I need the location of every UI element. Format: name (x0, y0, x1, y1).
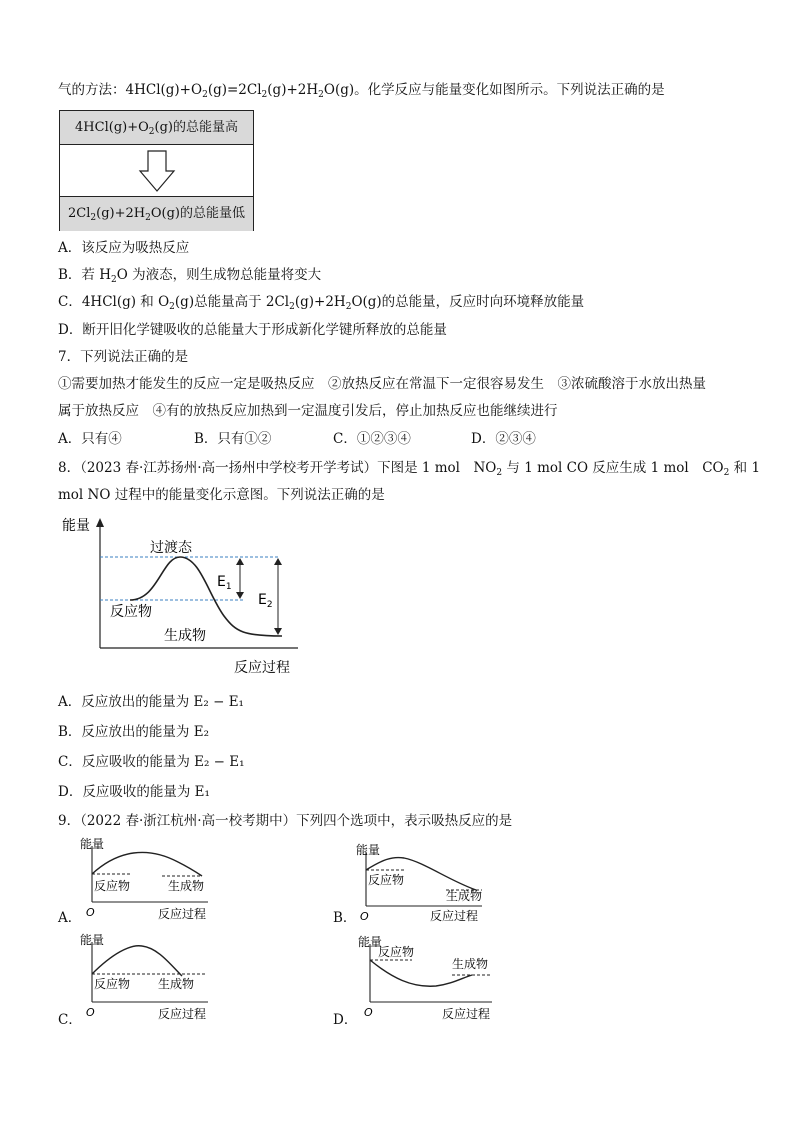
q9-figure-c (78, 930, 218, 1020)
e2-arrow-down-icon (274, 628, 282, 635)
q8-option-b: B．反应放出的能量为 E₂ (58, 724, 209, 740)
q9-figure-b (352, 840, 492, 924)
product-label: 生成物 (164, 628, 206, 644)
reactant-label: 反应物 (110, 604, 152, 620)
q7-option-d: D．②③④ (471, 431, 536, 447)
e1-arrow-up-icon (236, 558, 244, 565)
x-axis-label: 反应过程 (234, 660, 290, 676)
q9-option-b-letter: B． (333, 910, 357, 926)
y-axis-label: 能量 (80, 933, 105, 947)
q9-stem: 9．（2022 春·浙江杭州·高一校考期中）下列四个选项中，表示吸热反应的是 (58, 813, 513, 829)
energy-level-box-diagram (59, 110, 254, 231)
e2-arrow-up-icon (274, 558, 282, 565)
q6-option-c: C．4HCl(g) 和 $O_2(g)$总能量高于 $2Cl_2(g)+2H_2O(g)$的总能量，反应时向环境释放能量 (58, 294, 585, 312)
e2-label: $E_2$ (258, 592, 273, 610)
q7-option-b: B．只有①② (194, 431, 272, 447)
x-axis-label: 反应过程 (430, 909, 479, 923)
q9-figure-a (78, 836, 218, 924)
origin-label: O (364, 1006, 373, 1019)
reactant-label: 反应物 (94, 977, 131, 991)
y-axis-arrow-icon (96, 518, 104, 527)
q8-option-d: D．反应吸收的能量为 E₁ (58, 784, 210, 800)
x-axis-label: 反应过程 (442, 1007, 491, 1020)
q9-figure-d (352, 930, 502, 1020)
reactant-label: 反应物 (368, 873, 405, 887)
low-energy-label: $2Cl_2(g)+2H_2O(g)$的总能量低 (60, 196, 253, 231)
product-label: 生成物 (452, 957, 489, 971)
q7-option-c: C．①②③④ (333, 431, 411, 447)
q9-option-a-letter: A． (58, 910, 82, 926)
q9-option-c-letter: C． (58, 1012, 82, 1028)
down-arrow-icon (60, 145, 253, 196)
q8-option-a: A．反应放出的能量为 E₂ − E₁ (58, 694, 244, 710)
q8-option-c: C．反应吸收的能量为 E₂ − E₁ (58, 754, 245, 770)
reactant-label: 反应物 (94, 879, 131, 893)
q6-option-b: B．若 $H_2O$ 为液态，则生成物总能量将变大 (58, 267, 322, 285)
q8-energy-diagram (58, 512, 318, 682)
transition-state-label: 过渡态 (150, 540, 192, 556)
origin-label: O (86, 1006, 95, 1019)
y-axis-label: 能量 (80, 837, 105, 851)
e1-arrow-down-icon (236, 592, 244, 599)
reactant-label: 反应物 (378, 945, 415, 959)
product-label: 生成物 (158, 977, 195, 991)
question-6-intro: 气的方法：$4HCl(g)+O_2(g)=2Cl_2(g)+2H_2O(g)$。化学反应与能量变化如图所示。下列说法正确的是 (58, 82, 665, 100)
q8-stem-1: 8．（2023 春·江苏扬州·高一扬州中学校考开学考试）下图是 1 mol $NO_2$ 与 1 mol CO 反应生成 1 mol $CO_2$ 和 1 (58, 460, 761, 478)
product-label: 生成物 (168, 879, 205, 893)
y-axis-label: 能量 (358, 935, 383, 949)
y-axis-label: 能量 (62, 518, 90, 534)
x-axis-label: 反应过程 (158, 1007, 207, 1020)
q7-statements-1: ①需要加热才能发生的反应一定是吸热反应 ②放热反应在常温下一定很容易发生 ③浓硫酸溶于水放出热量 (58, 376, 706, 392)
q8-stem-2: mol NO 过程中的能量变化示意图。下列说法正确的是 (58, 487, 385, 503)
q7-stem: 7．下列说法正确的是 (58, 349, 189, 365)
q9-option-d-letter: D． (333, 1012, 358, 1028)
y-axis-label: 能量 (356, 843, 381, 857)
high-energy-label: $4HCl(g)+O_2(g)$的总能量高 (60, 111, 253, 145)
origin-label: O (86, 906, 95, 919)
q6-option-d: D．断开旧化学键吸收的总能量大于形成新化学键所释放的总能量 (58, 322, 447, 338)
e1-label: $E_1$ (217, 574, 232, 592)
q7-option-a: A．只有④ (58, 431, 122, 447)
x-axis-label: 反应过程 (158, 907, 207, 921)
origin-label: O (360, 910, 369, 923)
arrow-area (60, 145, 253, 196)
q7-statements-2: 属于放热反应 ④有的放热反应加热到一定温度引发后，停止加热反应也能继续进行 (58, 403, 558, 419)
q6-option-a: A．该反应为吸热反应 (58, 240, 190, 256)
product-label: 生成物 (446, 889, 483, 903)
